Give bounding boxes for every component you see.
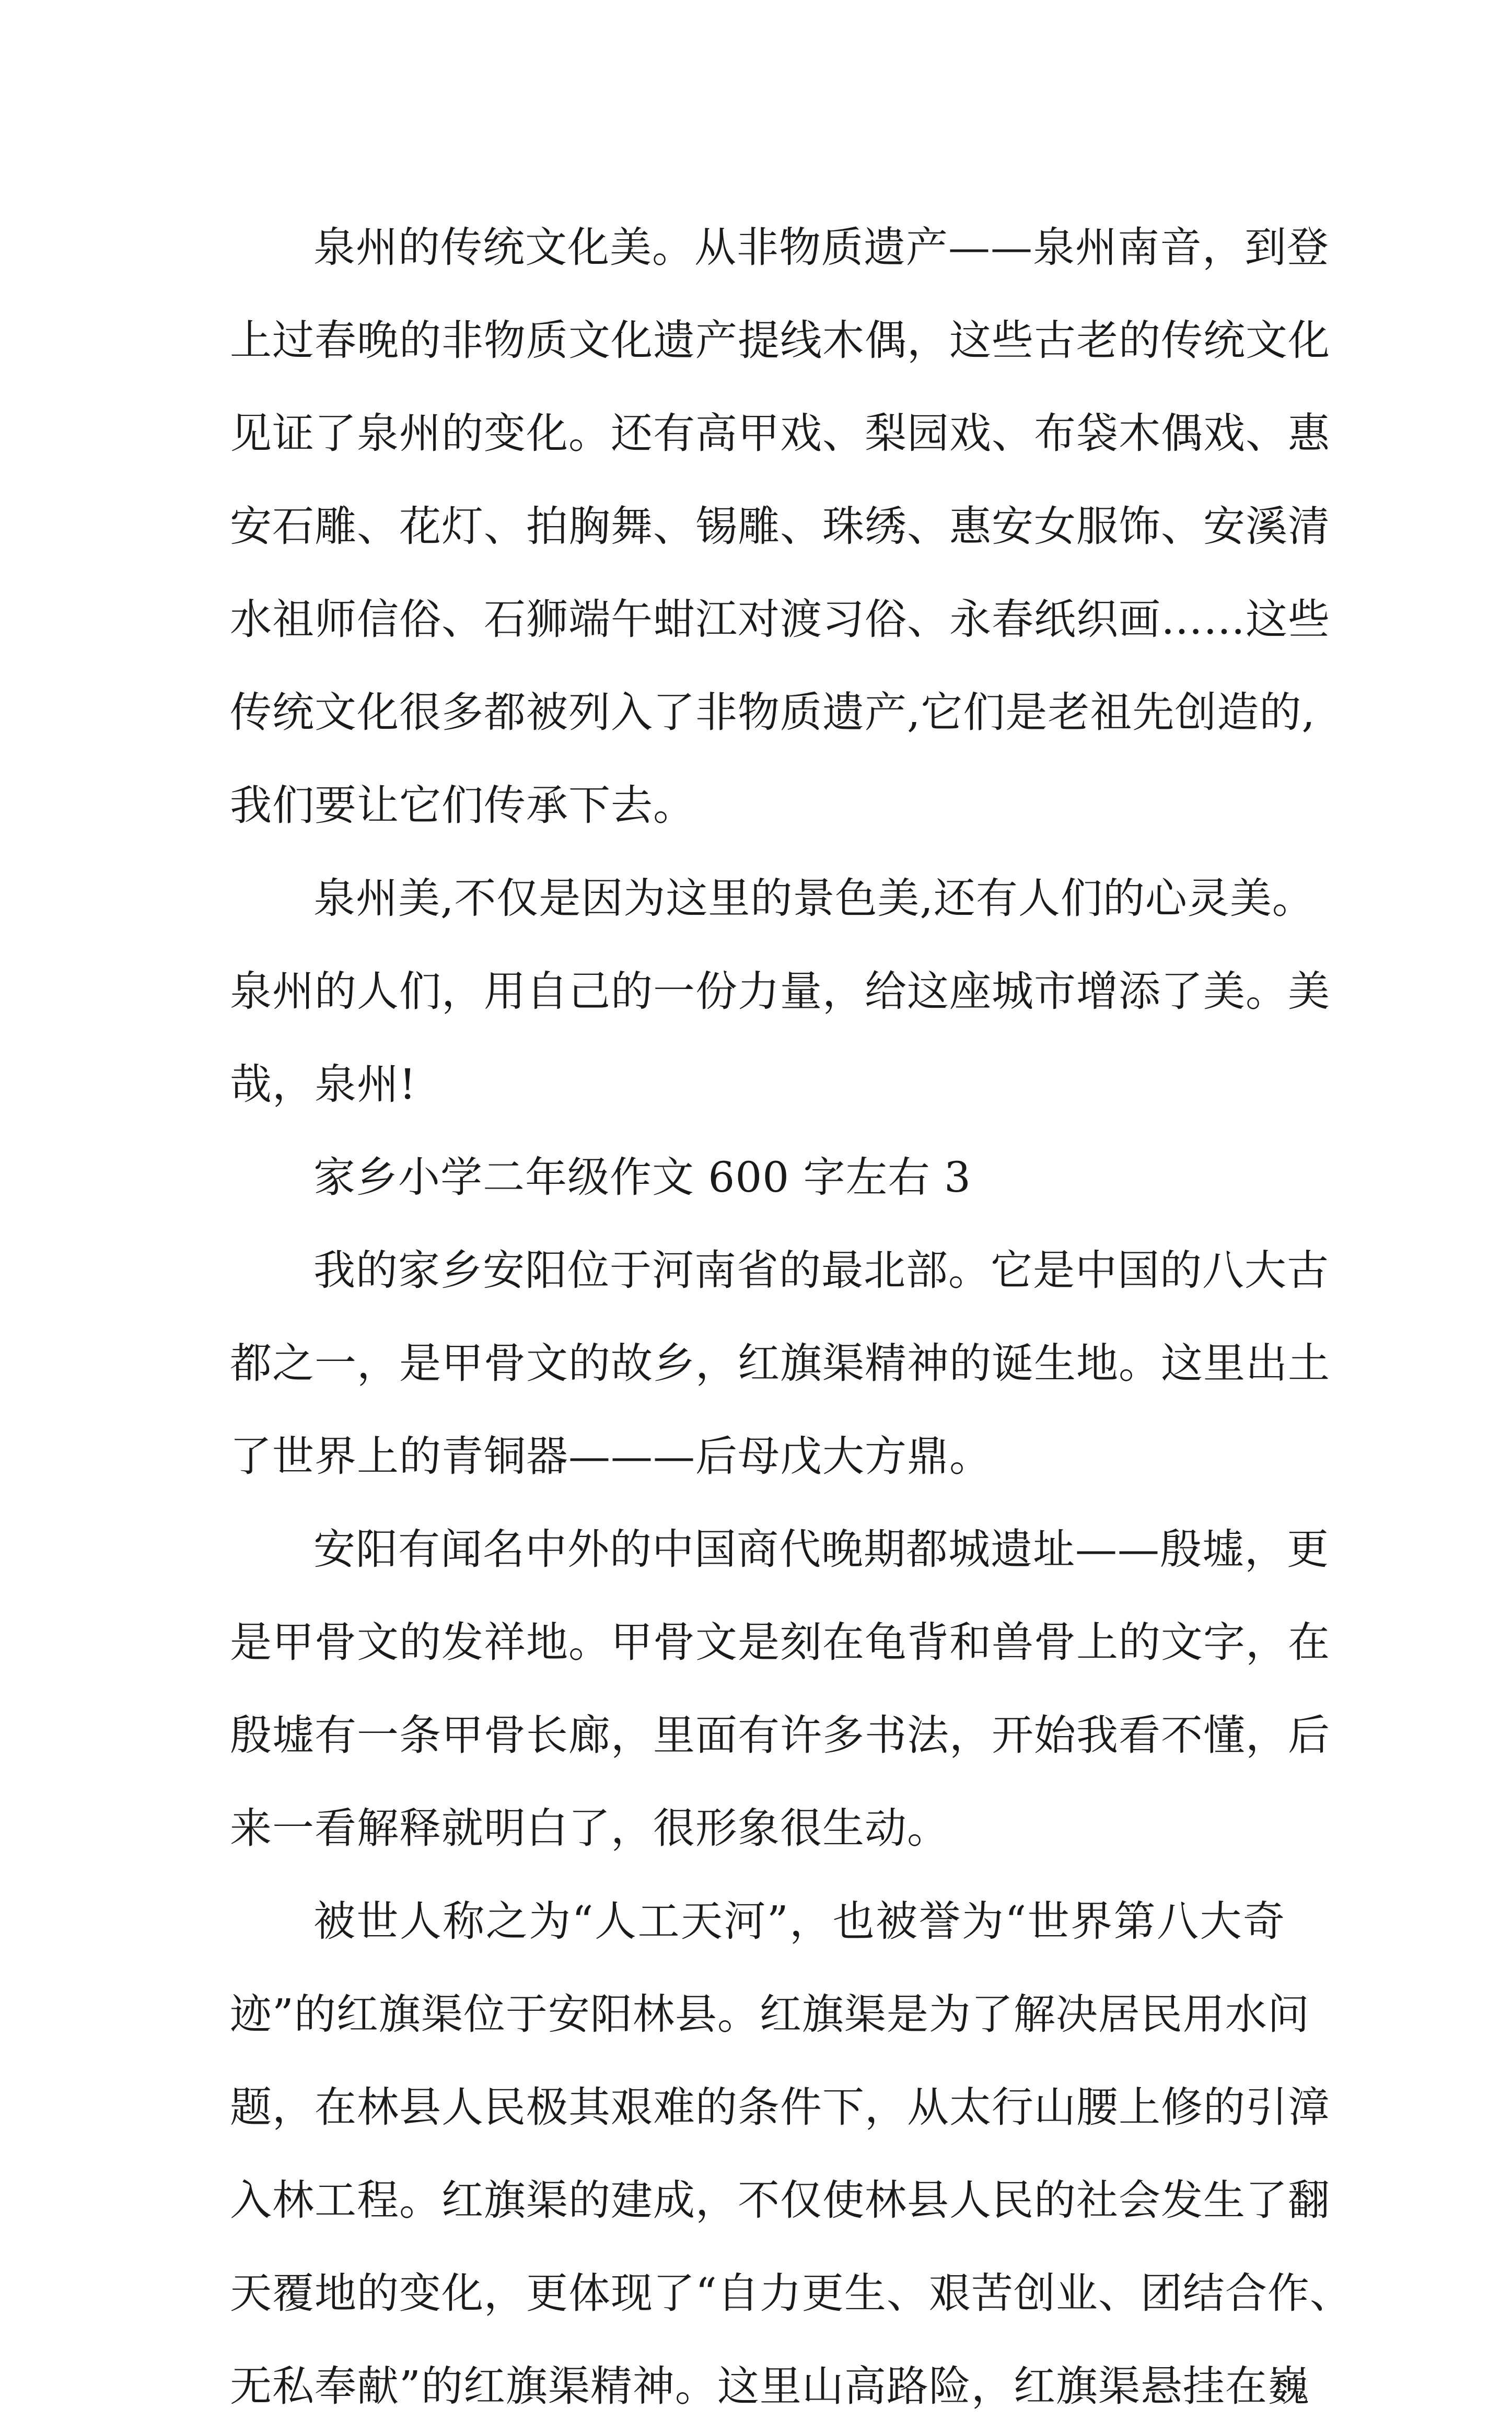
paragraph-line: 安阳有闻名中外的中国商代晚期都城遗址——殷墟，更 [313, 1525, 1329, 1574]
paragraph-line: 无私奉献”的红旗渠精神。这里山高路险，红旗渠悬挂在巍 [230, 2362, 1310, 2411]
paragraph-line: 来一看解释就明白了，很形象很生动。 [230, 1804, 949, 1853]
paragraph-line: 被世人称之为“人工天河”，也被誉为“世界第八大奇 [313, 1897, 1285, 1946]
paragraph-line: 题，在林县人民极其艰难的条件下，从太行山腰上修的引漳 [230, 2083, 1330, 2132]
paragraph-line: 水祖师信俗、石狮端午蚶江对渡习俗、永春纸织画……这些 [230, 595, 1330, 644]
paragraph-line: 入林工程。红旗渠的建成，不仅使林县人民的社会发生了翻 [230, 2176, 1330, 2225]
section-heading: 家乡小学二年级作文 600 字左右 3 [313, 1153, 971, 1202]
paragraph-line: 哉，泉州! [230, 1060, 417, 1109]
paragraph-line: 泉州的传统文化美。从非物质遗产——泉州南音，到登 [313, 223, 1329, 272]
paragraph-line: 我的家乡安阳位于河南省的最北部。它是中国的八大古 [313, 1246, 1329, 1295]
paragraph-line: 泉州的人们，用自己的一份力量，给这座城市增添了美。美 [230, 967, 1330, 1016]
paragraph-line: 我们要让它们传承下去。 [230, 781, 695, 830]
paragraph-line: 传统文化很多都被列入了非物质遗产,它们是老祖先创造的, [230, 688, 1316, 737]
paragraph-line: 都之一，是甲骨文的故乡，红旗渠精神的诞生地。这里出土 [230, 1339, 1330, 1388]
paragraph-line: 见证了泉州的变化。还有高甲戏、梨园戏、布袋木偶戏、惠 [230, 409, 1330, 458]
paragraph-line: 安石雕、花灯、拍胸舞、锡雕、珠绣、惠安女服饰、安溪清 [230, 502, 1330, 551]
document-page [230, 201, 1352, 2433]
paragraph-line: 泉州美,不仅是因为这里的景色美,还有人们的心灵美。 [313, 874, 1315, 923]
paragraph-line: 迹”的红旗渠位于安阳林县。红旗渠是为了解决居民用水问 [230, 1990, 1310, 2039]
paragraph-line: 殷墟有一条甲骨长廊，里面有许多书法，开始我看不懂，后 [230, 1711, 1330, 1760]
paragraph-line: 是甲骨文的发祥地。甲骨文是刻在龟背和兽骨上的文字，在 [230, 1618, 1330, 1667]
paragraph-line: 天覆地的变化，更体现了“自力更生、艰苦创业、团结合作、 [230, 2269, 1352, 2318]
paragraph-line: 了世界上的青铜器———后母戊大方鼎。 [230, 1432, 992, 1481]
paragraph-line: 上过春晚的非物质文化遗产提线木偶，这些古老的传统文化 [230, 316, 1330, 365]
